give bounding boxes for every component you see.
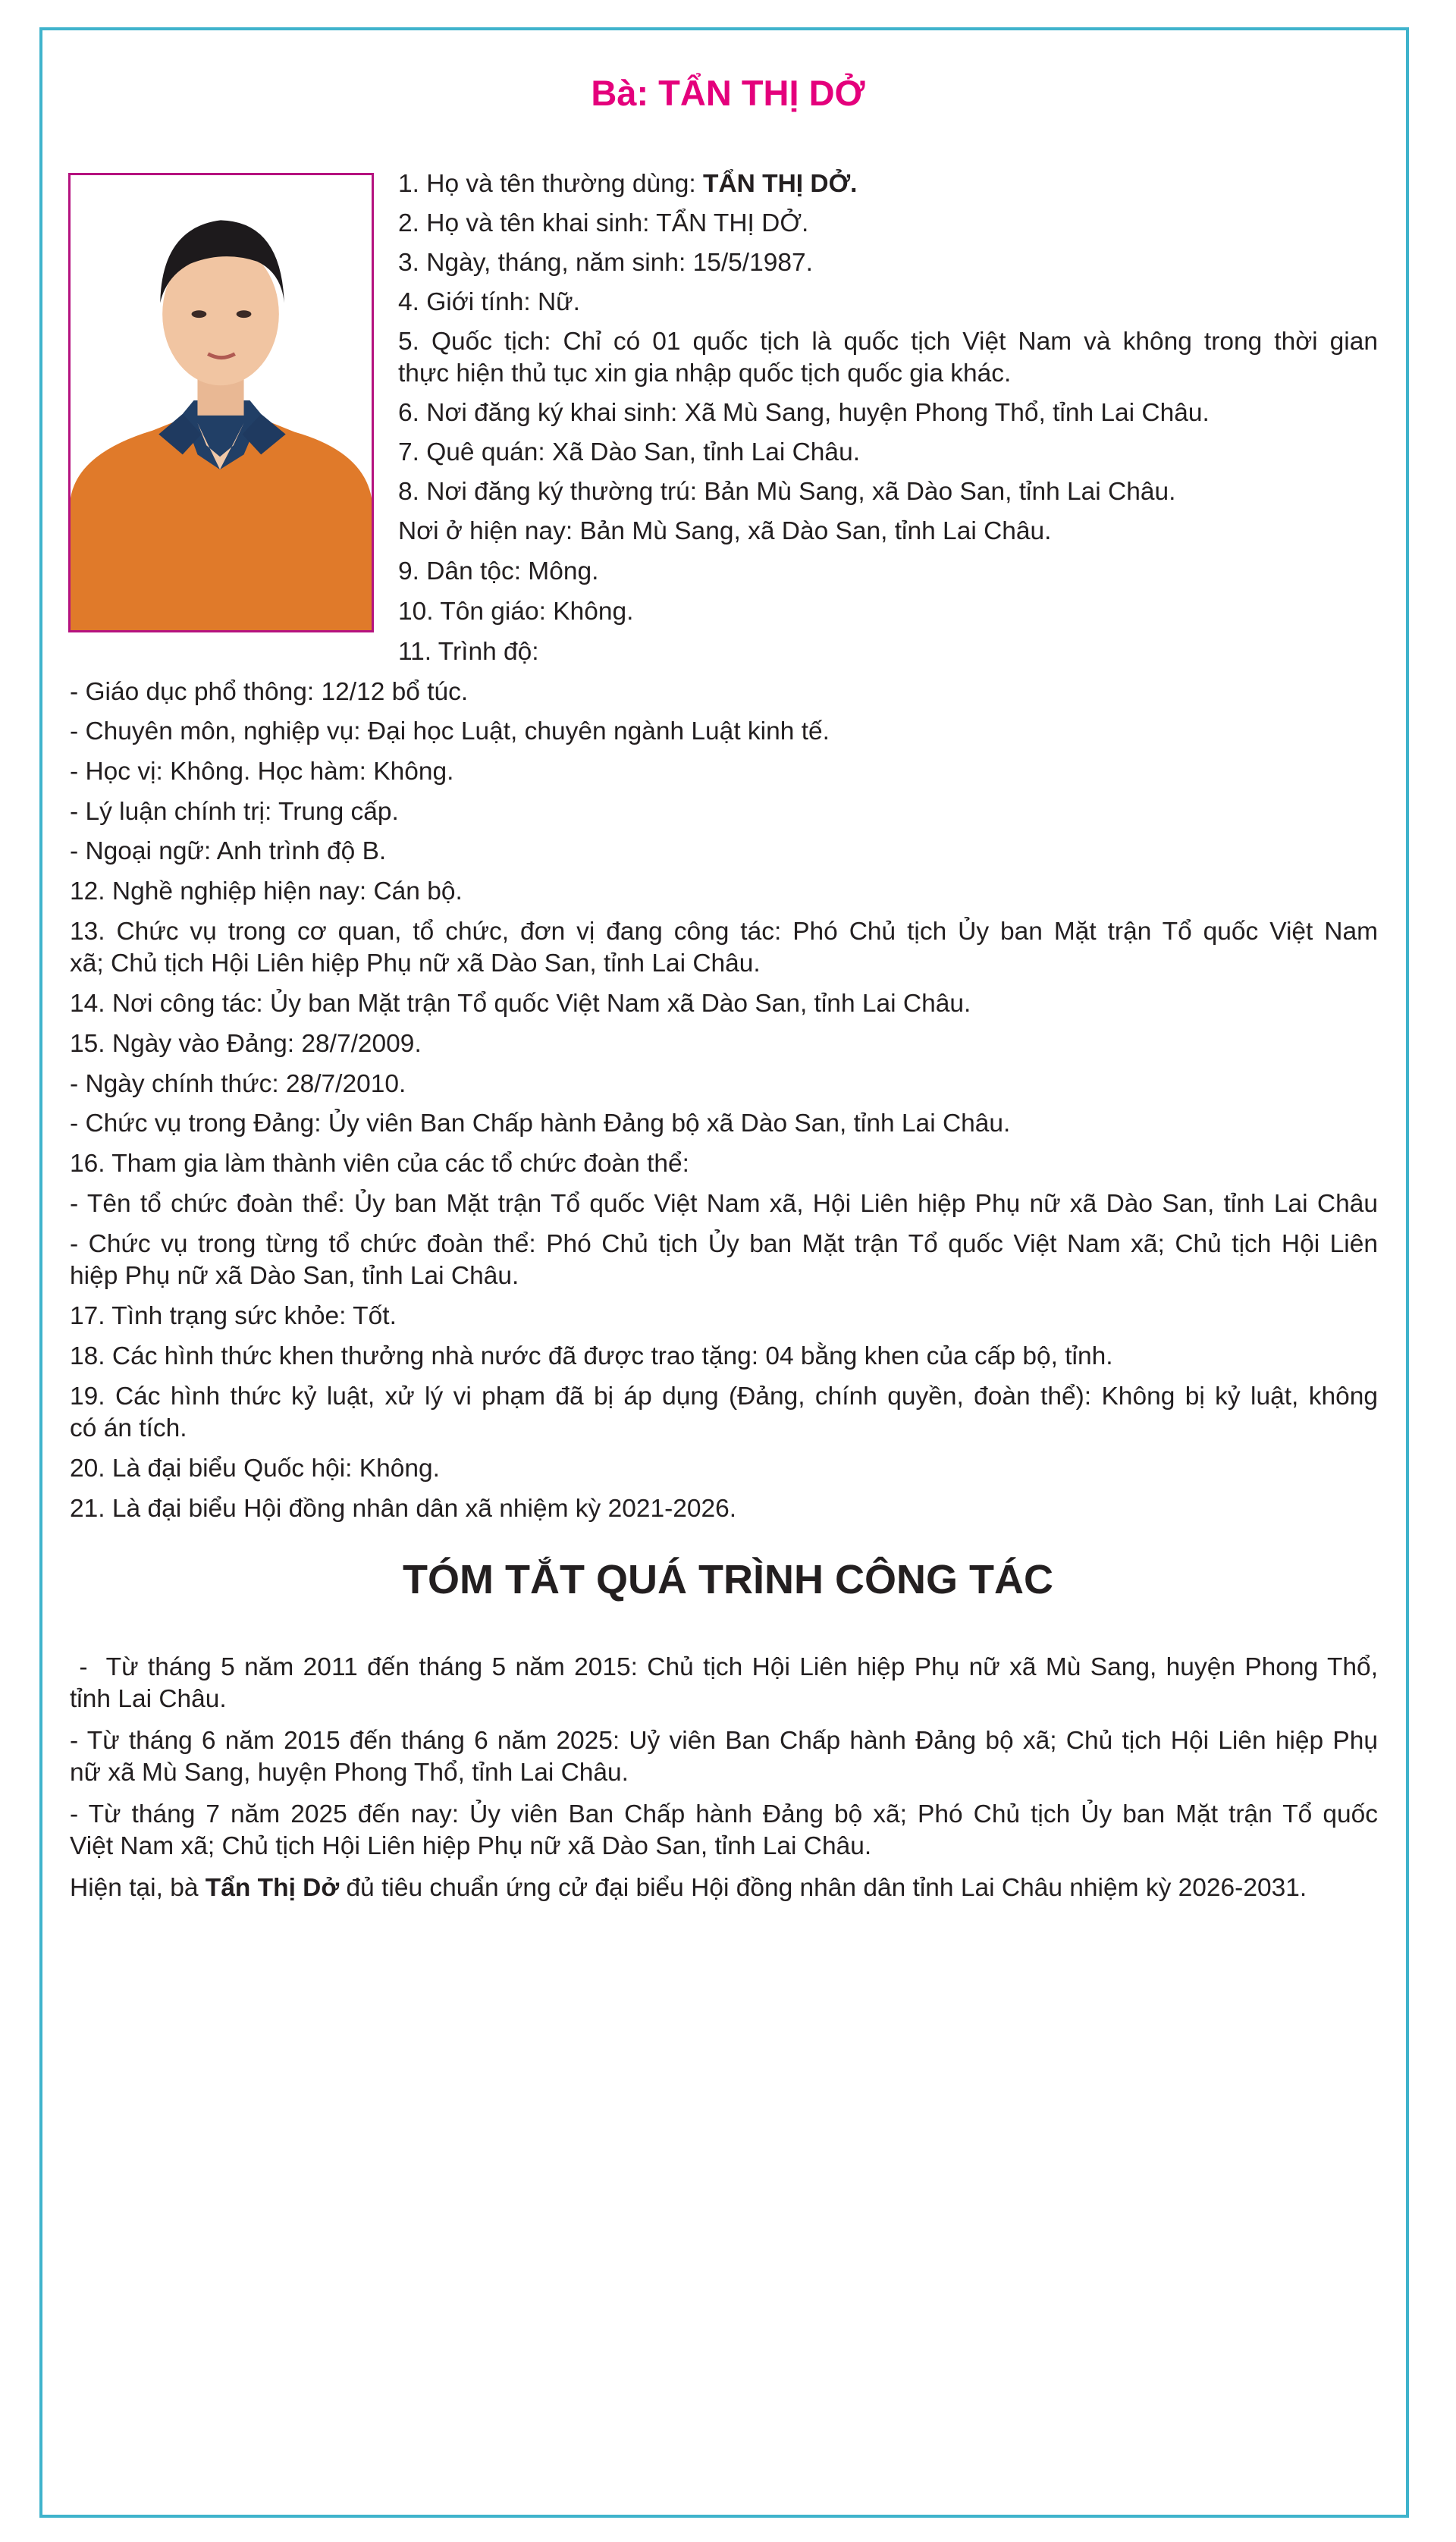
info-line-4: 4. Giới tính: Nữ. bbox=[398, 288, 580, 316]
career-line-2b: nữ xã Mù Sang, huyện Phong Thổ, tỉnh Lai Châu. bbox=[70, 1759, 629, 1787]
info-line-5a: 5. Quốc tịch: Chỉ có 01 quốc tịch là quốc tịch Việt Nam và không trong thời gian bbox=[398, 328, 1378, 356]
info-line-11d: - Lý luận chính trị: Trung cấp. bbox=[70, 798, 399, 826]
career-line-3b: Việt Nam xã; Chủ tịch Hội Liên hiệp Phụ nữ xã Dào San, tỉnh Lai Châu. bbox=[70, 1832, 872, 1860]
info-line-21: 21. Là đại biểu Hội đồng nhân dân xã nhiệm kỳ 2021-2026. bbox=[70, 1495, 737, 1523]
info-line-9: 9. Dân tộc: Mông. bbox=[398, 557, 599, 585]
info-line-15: 15. Ngày vào Đảng: 28/7/2009. bbox=[70, 1030, 422, 1058]
info-line-13a: 13. Chức vụ trong cơ quan, tổ chức, đơn vị đang công tác: Phó Chủ tịch Ủy ban Mặt trận Tổ quốc Việt Nam bbox=[70, 918, 1378, 946]
info-line-2: 2. Họ và tên khai sinh: TẨN THỊ DỞ. bbox=[398, 209, 809, 237]
info-line-19b: có án tích. bbox=[70, 1414, 187, 1442]
info-line-12: 12. Nghề nghiệp hiện nay: Cán bộ. bbox=[70, 877, 463, 905]
info-line-11: 11. Trình độ: bbox=[398, 638, 539, 666]
info-line-11e: - Ngoại ngữ: Anh trình độ B. bbox=[70, 837, 387, 865]
info-line-15b: - Chức vụ trong Đảng: Ủy viên Ban Chấp hành Đảng bộ xã Dào San, tỉnh Lai Châu. bbox=[70, 1109, 1011, 1138]
info-line-16b2: hiệp Phụ nữ xã Dào San, tỉnh Lai Châu. bbox=[70, 1262, 519, 1290]
candidate-name-bold: Tẩn Thị Dở bbox=[205, 1874, 340, 1902]
info-label: 1. Họ và tên thường dùng: bbox=[398, 170, 703, 198]
info-line-18: 18. Các hình thức khen thưởng nhà nước đã được trao tặng: 04 bằng khen của cấp bộ, tỉnh. bbox=[70, 1342, 1113, 1370]
info-line-8b: Nơi ở hiện nay: Bản Mù Sang, xã Dào San, tỉnh Lai Châu. bbox=[398, 517, 1052, 545]
portrait-image bbox=[71, 175, 372, 630]
info-line-10: 10. Tôn giáo: Không. bbox=[398, 598, 634, 626]
career-heading: TÓM TẮT QUÁ TRÌNH CÔNG TÁC bbox=[403, 1557, 1053, 1602]
full-name: TẨN THỊ DỞ. bbox=[702, 170, 858, 198]
info-line-11c: - Học vị: Không. Học hàm: Không. bbox=[70, 758, 454, 786]
info-line-19a: 19. Các hình thức kỷ luật, xử lý vi phạm đã bị áp dụng (Đảng, chính quyền, đoàn thể): Không bị kỷ luật, không bbox=[70, 1382, 1378, 1411]
candidate-title: Bà: TẨN THỊ DỞ bbox=[591, 73, 865, 113]
info-line-6: 6. Nơi đăng ký khai sinh: Xã Mù Sang, huyện Phong Thổ, tỉnh Lai Châu. bbox=[398, 399, 1210, 427]
career-line-2a: - Từ tháng 6 năm 2015 đến tháng 6 năm 2025: Uỷ viên Ban Chấp hành Đảng bộ xã; Chủ tịch Hội Liên hiệp Phụ bbox=[70, 1727, 1378, 1755]
info-line-16b1: - Chức vụ trong từng tổ chức đoàn thể: Phó Chủ tịch Ủy ban Mặt trận Tổ quốc Việt Nam xã; Chủ tịch Hội Liên bbox=[70, 1230, 1378, 1258]
info-line-11b: - Chuyên môn, nghiệp vụ: Đại học Luật, chuyên ngành Luật kinh tế. bbox=[70, 717, 830, 745]
info-line-5b: thực hiện thủ tục xin gia nhập quốc tịch quốc gia khác. bbox=[398, 359, 1012, 388]
info-line-17: 17. Tình trạng sức khỏe: Tốt. bbox=[70, 1302, 397, 1330]
career-line-4-prefix: Hiện tại, bà bbox=[70, 1874, 206, 1902]
career-line-3a: - Từ tháng 7 năm 2025 đến nay: Ủy viên Ban Chấp hành Đảng bộ xã; Phó Chủ tịch Ủy ban Mặt trận Tổ quốc bbox=[70, 1800, 1378, 1828]
career-line-4 bbox=[70, 1872, 1307, 1904]
candidate-photo bbox=[68, 173, 374, 632]
info-line-16a: - Tên tổ chức đoàn thể: Ủy ban Mặt trận Tổ quốc Việt Nam xã, Hội Liên hiệp Phụ nữ xã Dào San, tỉnh Lai Châu bbox=[70, 1190, 1378, 1218]
info-line-8: 8. Nơi đăng ký thường trú: Bản Mù Sang, xã Dào San, tỉnh Lai Châu. bbox=[398, 478, 1176, 506]
info-line-15a: - Ngày chính thức: 28/7/2010. bbox=[70, 1070, 406, 1098]
info-line-1 bbox=[398, 168, 858, 200]
info-line-7: 7. Quê quán: Xã Dào San, tỉnh Lai Châu. bbox=[398, 438, 861, 466]
career-line-1b: tỉnh Lai Châu. bbox=[70, 1685, 227, 1713]
info-line-16: 16. Tham gia làm thành viên của các tổ chức đoàn thể: bbox=[70, 1150, 689, 1178]
info-line-20: 20. Là đại biểu Quốc hội: Không. bbox=[70, 1455, 440, 1483]
info-line-14: 14. Nơi công tác: Ủy ban Mặt trận Tổ quốc Việt Nam xã Dào San, tỉnh Lai Châu. bbox=[70, 990, 971, 1018]
career-line-4-suffix: đủ tiêu chuẩn ứng cử đại biểu Hội đồng nhân dân tỉnh Lai Châu nhiệm kỳ 2026-2031. bbox=[339, 1874, 1307, 1902]
info-line-13b: xã; Chủ tịch Hội Liên hiệp Phụ nữ xã Dào San, tỉnh Lai Châu. bbox=[70, 949, 761, 978]
career-line-1a: - Từ tháng 5 năm 2011 đến tháng 5 năm 2015: Chủ tịch Hội Liên hiệp Phụ nữ xã Mù Sang, huyện Phong Thổ, bbox=[70, 1653, 1378, 1681]
info-line-11a: - Giáo dục phổ thông: 12/12 bổ túc. bbox=[70, 678, 469, 706]
info-line-3: 3. Ngày, tháng, năm sinh: 15/5/1987. bbox=[398, 249, 813, 277]
